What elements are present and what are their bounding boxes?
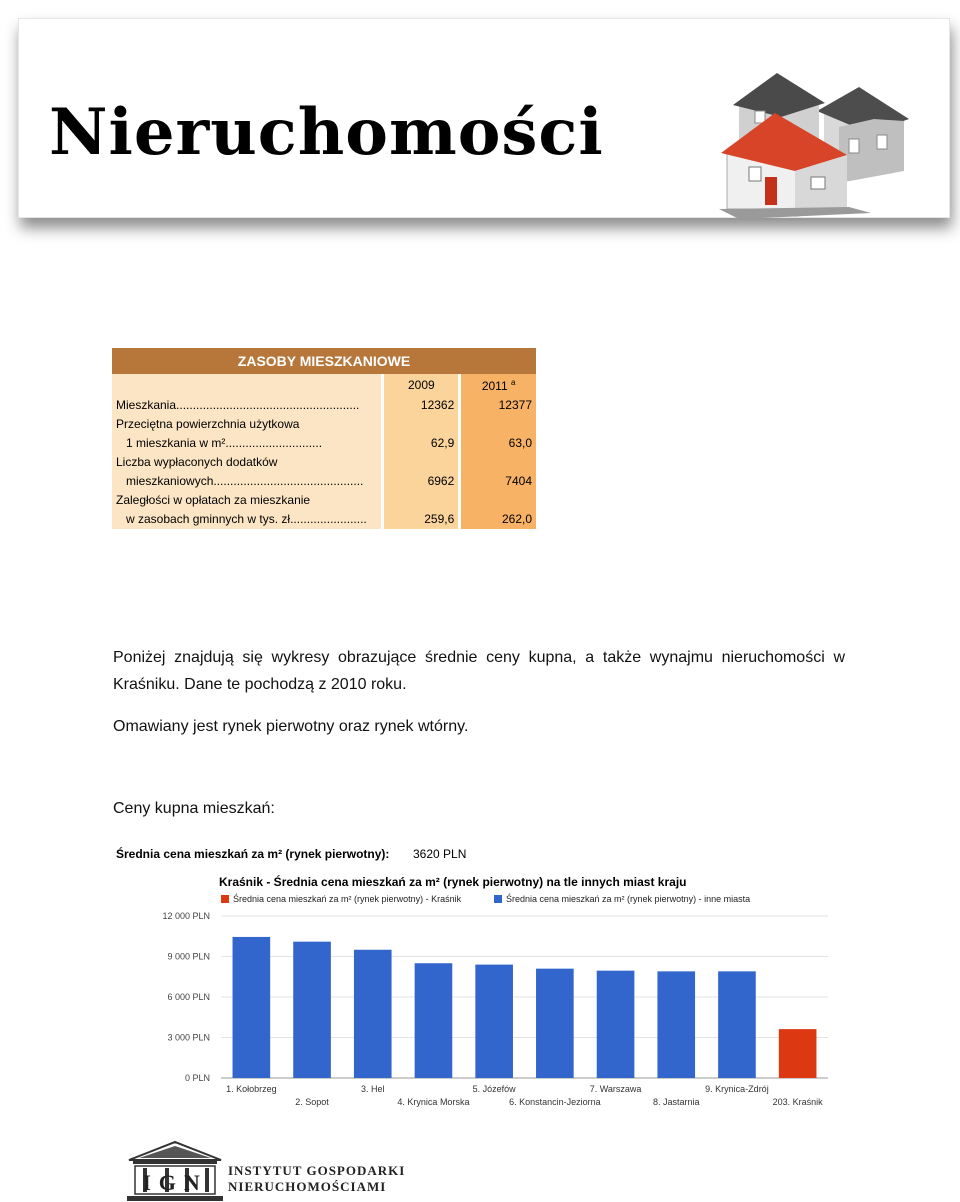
bar-2 <box>293 942 331 1078</box>
bar-8 <box>657 971 695 1078</box>
ign-logo-icon <box>125 1140 225 1202</box>
x-tick-label: 3. Hel <box>360 1084 385 1094</box>
x-tick-label: 2. Sopot <box>295 1097 329 1107</box>
logo-letters: IGN <box>142 1170 208 1195</box>
chart-title: Kraśnik - Średnia cena mieszkań za m² (rynek pierwotny) na tle innych miast kraju <box>219 875 687 889</box>
price-bar-chart <box>112 840 832 1115</box>
column-header-2009: 2009 <box>383 374 460 396</box>
table-row: w zasobach gminnych w tys. zł....................... 259,6 262,0 <box>112 510 536 529</box>
institute-name-line1: INSTYTUT GOSPODARKI <box>228 1163 406 1178</box>
y-tick-label: 3 000 PLN <box>167 1032 210 1043</box>
institute-name-line2: NIERUCHOMOŚCIAMI <box>228 1179 387 1194</box>
chart-header-value: 3620 PLN <box>413 847 467 861</box>
table-row: 1 mieszkania w m²............................. 62,9 63,0 <box>112 434 536 453</box>
table-row: Mieszkania....................................................... 12362 12377 <box>112 396 536 415</box>
x-tick-label: 6. Konstancin-Jeziorna <box>509 1097 601 1107</box>
x-tick-label: 9. Krynica-Zdrój <box>705 1084 769 1094</box>
bar-5 <box>475 965 513 1078</box>
section-heading: Ceny kupna mieszkań: <box>113 800 275 817</box>
bar-9 <box>718 971 756 1078</box>
table-row: Zaległości w opłatach za mieszkanie <box>112 491 536 510</box>
table-row: Liczba wypłaconych dodatków <box>112 453 536 472</box>
x-tick-label: 7. Warszawa <box>589 1084 642 1094</box>
column-header-2011: 2011 $^a$ <box>460 374 536 396</box>
banner-title: Nieruchomości <box>49 95 604 170</box>
x-tick-label: 203. Kraśnik <box>772 1097 823 1107</box>
year-footnote-mark: a <box>510 377 516 387</box>
bar-3 <box>354 950 392 1078</box>
market-paragraph: Omawiany jest rynek pierwotny oraz rynek wtórny. <box>113 718 469 735</box>
legend-label-other-cities: Średnia cena mieszkań za m² (rynek pierwotny) - inne miasta <box>506 894 751 904</box>
table-title: ZASOBY MIESZKANIOWE <box>112 348 536 374</box>
bar-10 <box>779 1029 817 1078</box>
table-row: mieszkaniowych............................................. 6962 7404 <box>112 472 536 491</box>
bar-6 <box>536 969 574 1078</box>
legend-swatch-other-cities <box>494 895 502 903</box>
bar-4 <box>415 963 453 1078</box>
institute-name <box>228 1163 405 1195</box>
intro-paragraph: Poniżej znajdują się wykresy obrazujące średnie ceny kupna, a także wynajmu nieruchomości w Kraśniku. Dane te pochodzą z 2010 roku. <box>113 649 845 693</box>
y-tick-label: 9 000 PLN <box>167 951 210 962</box>
legend-swatch-krasnik <box>221 895 229 903</box>
x-tick-label: 5. Józefów <box>472 1084 516 1094</box>
housing-stock-table <box>112 348 536 529</box>
y-tick-label: 6 000 PLN <box>167 992 210 1002</box>
bar-1 <box>233 937 271 1078</box>
bar-7 <box>597 971 635 1078</box>
y-tick-label: 12 000 PLN <box>162 911 210 921</box>
table-header-empty <box>112 374 383 396</box>
x-tick-label: 1. Kołobrzeg <box>226 1084 277 1094</box>
header-banner <box>18 18 950 218</box>
legend-label-krasnik: Średnia cena mieszkań za m² (rynek pierwotny) - Kraśnik <box>233 894 462 904</box>
chart-header-label: Średnia cena mieszkań za m² (rynek pierwotny): <box>116 847 390 861</box>
x-tick-label: 4. Krynica Morska <box>397 1097 470 1107</box>
y-tick-label: 0 PLN <box>184 1073 210 1083</box>
x-tick-label: 8. Jastarnia <box>652 1097 700 1107</box>
table-row: Przeciętna powierzchnia użytkowa <box>112 415 536 434</box>
houses-icon <box>699 59 929 219</box>
